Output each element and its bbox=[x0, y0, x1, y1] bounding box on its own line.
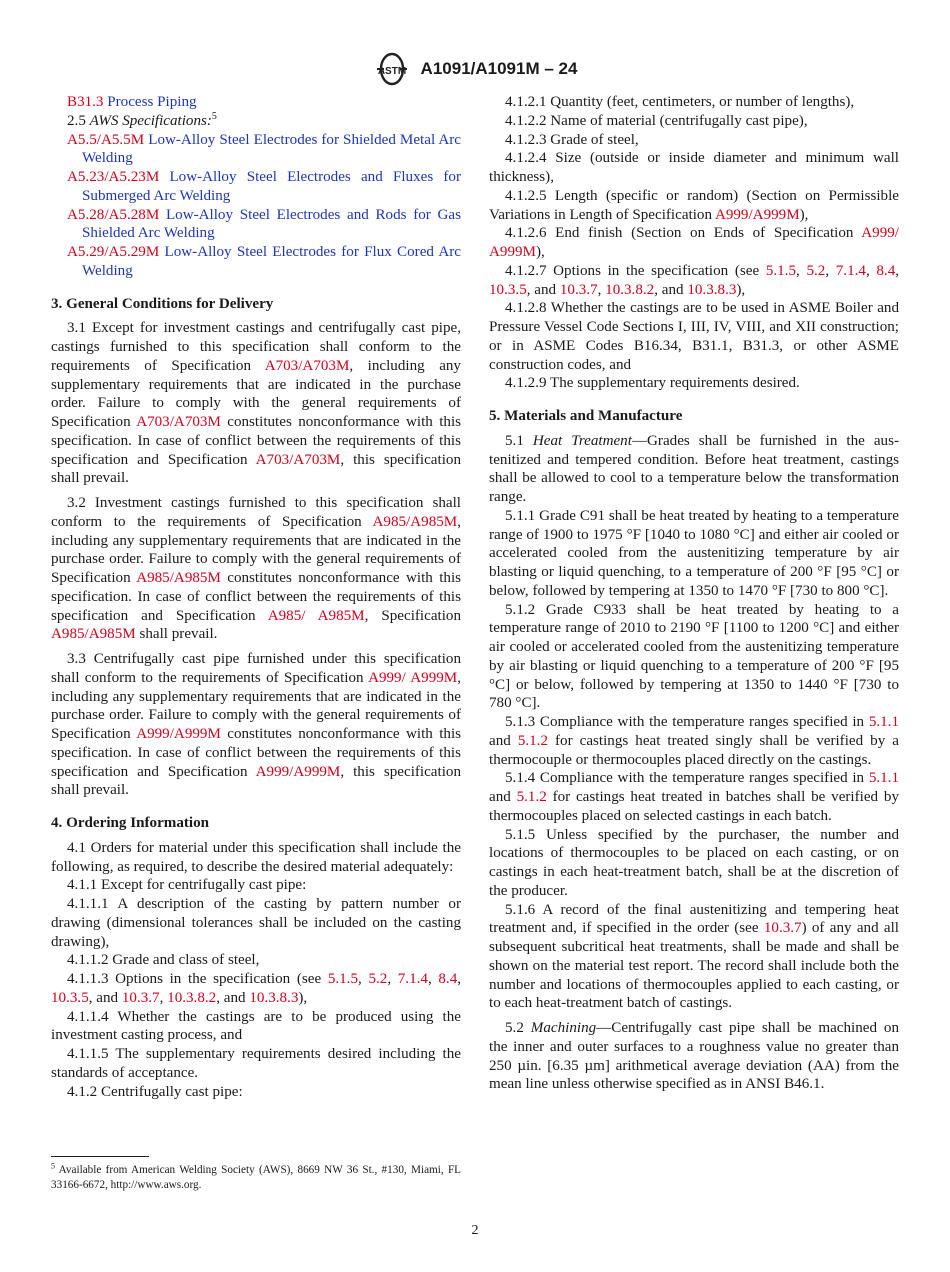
standard-designation: A1091/A1091M – 24 bbox=[420, 59, 578, 78]
reference-b31-3 bbox=[51, 93, 461, 112]
subsection-title: Heat Treatment bbox=[532, 432, 632, 449]
spec-link[interactable]: A985/A985M bbox=[136, 570, 221, 586]
paragraph-4-1-2-7: 4.1.2.7 Options in the specification (see 5.1.5, 5.2, 7.1.4, 8.4, 10.3.5, and 10.3.7, 10.3.8.2, and 10.3.8.3), bbox=[489, 262, 900, 298]
section-link[interactable]: 5.1.1 bbox=[868, 770, 899, 787]
text: ), bbox=[799, 206, 809, 223]
section-heading: 5. Materials and Manufacture bbox=[489, 408, 683, 424]
text: ), bbox=[535, 244, 545, 260]
paragraph-5-1-3 bbox=[489, 713, 899, 769]
spec-link[interactable]: A985/A985M bbox=[51, 626, 136, 643]
section-link[interactable]: 5.2 bbox=[368, 971, 388, 987]
section-link[interactable]: 10.3.5 bbox=[489, 281, 527, 298]
text: and bbox=[489, 732, 518, 749]
aws-reference bbox=[51, 206, 461, 244]
text: —Centrifugally cast pipe shall be machined on the inner and outer surfaces to a roughness value no greater than 250 µin. [6.35 µm] arithmetical average deviation (AA) from the mean line unless otherwise specified as in ANSI B46.1. bbox=[489, 1020, 900, 1093]
spec-link[interactable]: A999/ A999M bbox=[489, 225, 899, 260]
text: 4.1.1.3 Options in the specification (see bbox=[67, 971, 328, 987]
footnote-mark[interactable]: 5 bbox=[211, 110, 217, 122]
section-link[interactable]: 8.4 bbox=[876, 262, 896, 279]
aws-reference bbox=[51, 131, 461, 169]
paragraph-5-1-2: 5.1.2 Grade C933 shall be heat treated by heating to a temperature range of 2010 to 2190 °F [1100 to 1200 °C] and either air cooled or accelerated cooled from the austenitizing temperature by air blasting or liquid quenching to a temperature of 200 °F [95 °C] or below, followed by tempering at 1350 to 1440 °F [730 to 780 °C]. bbox=[489, 601, 899, 712]
text: constitutes nonconformance with this specification. In case of conflict between the requirements of this specification and Specification bbox=[51, 570, 462, 624]
text: 4.1.2.7 Options in the specification (see bbox=[505, 262, 766, 279]
ref-title[interactable]: Low-Alloy Steel Electrodes and Fluxes for Submerged Arc Welding bbox=[82, 169, 462, 204]
aws-reference bbox=[51, 168, 461, 206]
footnote-divider bbox=[51, 1156, 149, 1157]
text: and bbox=[534, 281, 557, 298]
spec-link[interactable]: A703/A703M bbox=[136, 414, 221, 430]
text: and bbox=[661, 281, 684, 298]
paragraph-4-1-2-4: 4.1.2.4 Size (outside or inside diameter and minimum wall thickness), bbox=[489, 150, 899, 185]
spec-link[interactable]: A999/ A999M bbox=[368, 669, 458, 686]
text: ), bbox=[298, 989, 308, 1006]
ref-code[interactable]: B31.3 bbox=[67, 94, 104, 110]
section-link[interactable]: 10.3.7 bbox=[559, 281, 598, 298]
text: constitutes nonconformance with this specification. In case of conflict between the requirements of this specification and Specification bbox=[51, 726, 462, 780]
paragraph-5-1-1: 5.1.1 Grade C91 shall be heat treated by heating to a temperature range of 1900 to 1975 °F [1040 to 1080 °C] and either air cooled or accelerated cooled from the austenitizing temperature by air blasting or liquid quenching, to a temperature of 200 °F [95 °C] or below, followed by tempering at 1350 to 1470 °F [730 to 800 °C]. bbox=[489, 507, 899, 599]
section-link[interactable]: 8.4 bbox=[438, 971, 458, 987]
section-link[interactable]: 7.1.4 bbox=[835, 262, 866, 279]
ref-title[interactable]: Process Piping bbox=[107, 94, 197, 110]
paragraph-4-1-1-4: 4.1.1.4 Whether the castings are to be produced using the investment casting process, and bbox=[51, 1008, 461, 1044]
section-link[interactable]: 10.3.7 bbox=[763, 920, 802, 937]
section-link[interactable]: 10.3.7 bbox=[121, 989, 160, 1006]
paragraph-4-1-1-5: 4.1.1.5 The supplementary requirements desired including the standards of acceptance. bbox=[51, 1046, 461, 1081]
spec-link[interactable]: A985/A985M bbox=[372, 513, 458, 530]
text: for castings heat treated in batches shall be verified by thermocouples placed on selected castings in each batch. bbox=[489, 789, 899, 824]
text: , including any supplementary requirements that are indicated in the purchase order. Failure to comply with the general requirements of Specification bbox=[51, 357, 461, 430]
text: 3.3 Centrifugally cast pipe furnished under this specification shall conform to the requirements of Specification bbox=[51, 651, 461, 686]
spec-link[interactable]: A985/ A985M bbox=[267, 607, 365, 624]
spec-link[interactable]: A999/A999M bbox=[714, 206, 800, 223]
ref-code[interactable]: A5.28/A5.28M bbox=[67, 206, 160, 223]
section-link[interactable]: 10.3.5 bbox=[51, 989, 89, 1006]
paragraph-4-1-1: 4.1.1 Except for centrifugally cast pipe: bbox=[67, 877, 307, 894]
paragraph-4-1-2-2: 4.1.2.2 Name of material (centrifugally cast pipe), bbox=[505, 112, 808, 129]
text: 4.1.2.6 End finish (Section on Ends of Specification bbox=[505, 225, 862, 242]
section-link[interactable]: 10.3.8.3 bbox=[249, 989, 299, 1006]
section-link[interactable]: 10.3.8.2 bbox=[605, 281, 655, 298]
text: 5.1 bbox=[505, 432, 524, 449]
text: and bbox=[96, 989, 119, 1006]
right-column bbox=[489, 93, 899, 1094]
spec-link[interactable]: A999/A999M bbox=[255, 763, 341, 780]
ref-code[interactable]: A5.23/A5.23M bbox=[67, 169, 160, 185]
astm-logo-icon bbox=[373, 52, 411, 86]
text: , including any supplementary requirements that are indicated in the purchase order. Failure to comply with the general requirements of Specification bbox=[51, 513, 461, 586]
paragraph-5-1-4 bbox=[489, 769, 899, 825]
section-link[interactable]: 5.1.2 bbox=[516, 789, 547, 805]
paragraph-4-1-2-8: 4.1.2.8 Whether the castings are to be used in ASME Boiler and Pressure Vessel Code Sections I, III, IV, VIII, and XII construction; or in ASME Codes B16.34, B31.1, B31.3, or other ASME construction codes, and bbox=[489, 300, 899, 373]
section-link[interactable]: 10.3.8.2 bbox=[167, 989, 217, 1006]
text: 3.2 Investment castings furnished to this specification shall conform to the requirements of Specification bbox=[51, 495, 461, 530]
text: and bbox=[489, 789, 517, 805]
text: ), bbox=[736, 281, 746, 298]
aws-specifications-heading bbox=[51, 112, 461, 131]
ref-code[interactable]: A5.5/A5.5M bbox=[67, 131, 145, 148]
section-link[interactable]: 5.1.1 bbox=[868, 714, 899, 730]
paragraph-4-1: 4.1 Orders for material under this specification shall include the following, as required, to describe the desired material adequately: bbox=[51, 839, 461, 875]
paragraph-4-1-2: 4.1.2 Centrifugally cast pipe: bbox=[67, 1083, 243, 1100]
text: ) of any and all subsequent subcritical heat treatments, shall be made and shall be shown on the material test report. The record shall include both the number and locations of thermocouples applied to each casting, or to each heat-treatment batch of castings. bbox=[489, 920, 899, 1012]
paragraph-4-1-2-1: 4.1.2.1 Quantity (feet, centimeters, or number of lengths), bbox=[505, 94, 855, 110]
text: for castings heat treated singly shall be verified by a thermocouple or thermocouples placed directly on the castings. bbox=[489, 732, 899, 768]
paragraph-5-2 bbox=[489, 1019, 899, 1094]
ref-title[interactable]: Low-Alloy Steel Electrodes for Flux Cored Arc Welding bbox=[82, 244, 461, 279]
svg-text:ASTM: ASTM bbox=[377, 66, 406, 77]
paragraph-4-1-1-2: 4.1.1.2 Grade and class of steel, bbox=[67, 952, 260, 969]
section-number: 2.5 bbox=[67, 112, 86, 129]
ref-code[interactable]: A5.29/A5.29M bbox=[67, 244, 160, 260]
paragraph-3-1 bbox=[51, 319, 461, 488]
footnote bbox=[51, 1163, 461, 1193]
footnote-text: Available from American Welding Society (AWS), 8669 NW 36 St., #130, Miami, FL 33166-6672, http://www.aws.org. bbox=[51, 1164, 461, 1191]
footnote-mark: 5 bbox=[51, 1161, 55, 1171]
left-column bbox=[51, 93, 461, 1101]
aws-reference bbox=[51, 243, 461, 281]
section-link[interactable]: 5.1.2 bbox=[517, 732, 548, 749]
section-heading: 4. Ordering Information bbox=[51, 815, 210, 831]
paragraph-5-1-5: 5.1.5 Unless specified by the purchaser, the number and locations of thermocouples to be placed on each casting, or on castings in each heat-treatment batch, shall be at the discretion of the producer. bbox=[489, 826, 899, 899]
text: 5.1.3 Compliance with the temperature ranges specified in bbox=[505, 714, 869, 730]
paragraph-3-2 bbox=[51, 494, 461, 644]
paragraph-4-1-2-3: 4.1.2.3 Grade of steel, bbox=[505, 131, 639, 148]
paragraph-5-1 bbox=[489, 432, 899, 507]
text: 5.1.6 A record of the final austenitizing and tempering heat treatment and, if specified in the order (see bbox=[489, 901, 899, 937]
text: shall prevail. bbox=[135, 626, 218, 643]
paragraph-4-1-2-5 bbox=[489, 187, 899, 225]
aws-label: AWS Specifications: bbox=[89, 112, 212, 129]
section-heading: 3. General Conditions for Delivery bbox=[51, 295, 274, 312]
text: 5.1.4 Compliance with the temperature ranges specified in bbox=[505, 770, 869, 787]
ref-title[interactable]: Low-Alloy Steel Electrodes for Shielded Metal Arc Welding bbox=[82, 131, 462, 167]
section-link[interactable]: 5.2 bbox=[806, 262, 826, 279]
paragraph-4-1-2-6 bbox=[489, 224, 899, 262]
text: , Specification bbox=[364, 607, 462, 624]
text: and bbox=[223, 989, 246, 1006]
paragraph-4-1-1-1: 4.1.1.1 A description of the casting by pattern number or drawing (dimensional tolerances shall be included on the casting drawing), bbox=[51, 896, 461, 950]
text: —Grades shall be furnished in the austenitized and tempered condition. Before heat treatment, castings shall be allowed to cool to a temperature below the transformation range. bbox=[489, 432, 899, 505]
text: 3.1 Except for investment castings and centrifugally cast pipe, castings furnished to this specification shall conform to the requirements of Specification bbox=[51, 320, 461, 374]
paragraph-4-1-2-9: 4.1.2.9 The supplementary requirements desired. bbox=[505, 375, 800, 392]
text: 5.2 bbox=[505, 1020, 524, 1036]
text: , this specification shall prevail. bbox=[51, 451, 461, 487]
text: 4.1.2.5 Length (specific or random) (Section on Permissible Variations in Length of Specification bbox=[489, 187, 899, 223]
subsection-title: Machining bbox=[530, 1020, 597, 1036]
page-number: 2 bbox=[471, 1223, 479, 1238]
section-link[interactable]: 7.1.4 bbox=[397, 971, 428, 987]
section-link[interactable]: 5.1.5 bbox=[765, 262, 796, 279]
text: , including any supplementary requirements that are indicated in the purchase order. Failure to comply with the general requirements of Specification bbox=[51, 669, 462, 742]
text: constitutes nonconformance with this specification. In case of conflict between the requirements of this specification and Specification bbox=[51, 414, 462, 468]
page-header bbox=[0, 52, 950, 86]
spec-link[interactable]: A703/A703M bbox=[255, 451, 341, 468]
section-link[interactable]: 5.1.5 bbox=[327, 971, 358, 987]
text: , this specification shall prevail. bbox=[51, 763, 461, 799]
paragraph-3-3 bbox=[51, 650, 461, 800]
paragraph-4-1-1-3: 4.1.1.3 Options in the specification (see 5.1.5, 5.2, 7.1.4, 8.4, 10.3.5, and 10.3.7, 10.3.8.2, and 10.3.8.3), bbox=[51, 971, 462, 1006]
ref-title[interactable]: Low-Alloy Steel Electrodes and Rods for Gas Shielded Arc Welding bbox=[82, 206, 461, 242]
paragraph-5-1-6 bbox=[489, 901, 899, 1014]
spec-link[interactable]: A703/A703M bbox=[264, 357, 350, 374]
spec-link[interactable]: A999/A999M bbox=[136, 726, 221, 742]
section-link[interactable]: 10.3.8.3 bbox=[687, 281, 737, 298]
